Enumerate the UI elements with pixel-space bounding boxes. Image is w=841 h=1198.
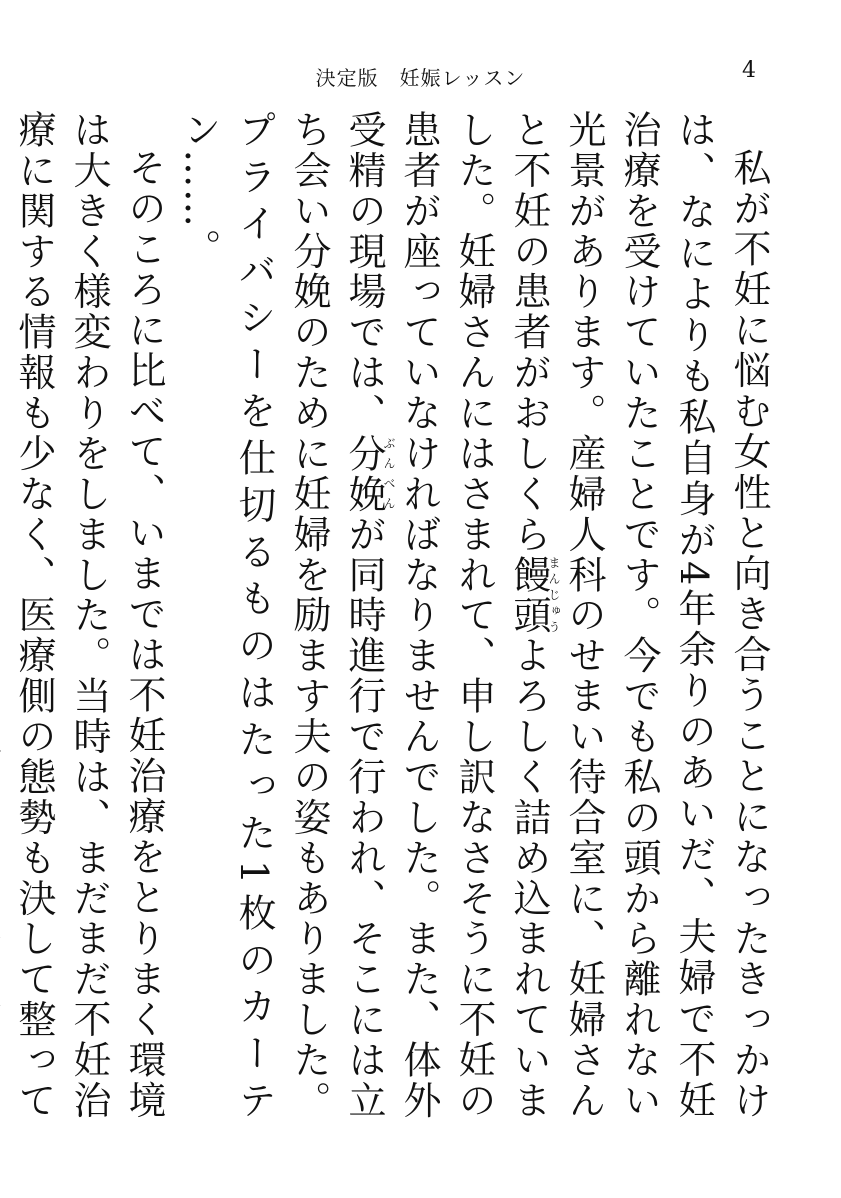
paragraph-2: そのころに比べて、いまでは不妊治療をとりまく環境は大きく様変わりをしました。当時は、まだまだ不妊治療に関する情報も少なく、医療側の態勢も決して整って [12, 110, 166, 1120]
ruby-base-manju: 饅頭 [507, 554, 551, 636]
ruby-base-bunben: 分娩 [342, 433, 386, 515]
vertical-body-text [12, 110, 776, 1120]
paragraph-1 [171, 110, 776, 1120]
running-header-title: 決定版 妊娠レッスン [315, 66, 526, 90]
page-number: 4 [742, 58, 756, 83]
furigana-manju [507, 554, 561, 636]
ruby-reading-manju: まんじゅう [547, 554, 561, 635]
paragraph-1-part-1: 私が不妊に悩む女性と向き合うことになったきっかけは、なによりも私自身が4年余りのあいだ、夫婦で不妊治療を受けていたことです。今でも私の頭から離れない光景があります。産婦人科のせまい待合室に、妊婦さんと不妊の患者がおしくら [507, 110, 771, 1120]
paragraph-1-part-2: よろしく詰め込まれていました。妊婦さんにはさまれて、申し訳なさそうに不妊の患者が座っていなければなりませんでした。また、体外受精の現場では、 [342, 110, 551, 1120]
furigana-bunben [342, 433, 396, 515]
paragraph-1-part-3: が同時進行で行われ、そこには立ち会い分娩のために妊婦を励ます夫の姿もありました。プライバシーを仕切るものはたった1枚のカーテン……。 [177, 110, 386, 1120]
ruby-reading-bunben: ぶんべん [382, 433, 396, 514]
